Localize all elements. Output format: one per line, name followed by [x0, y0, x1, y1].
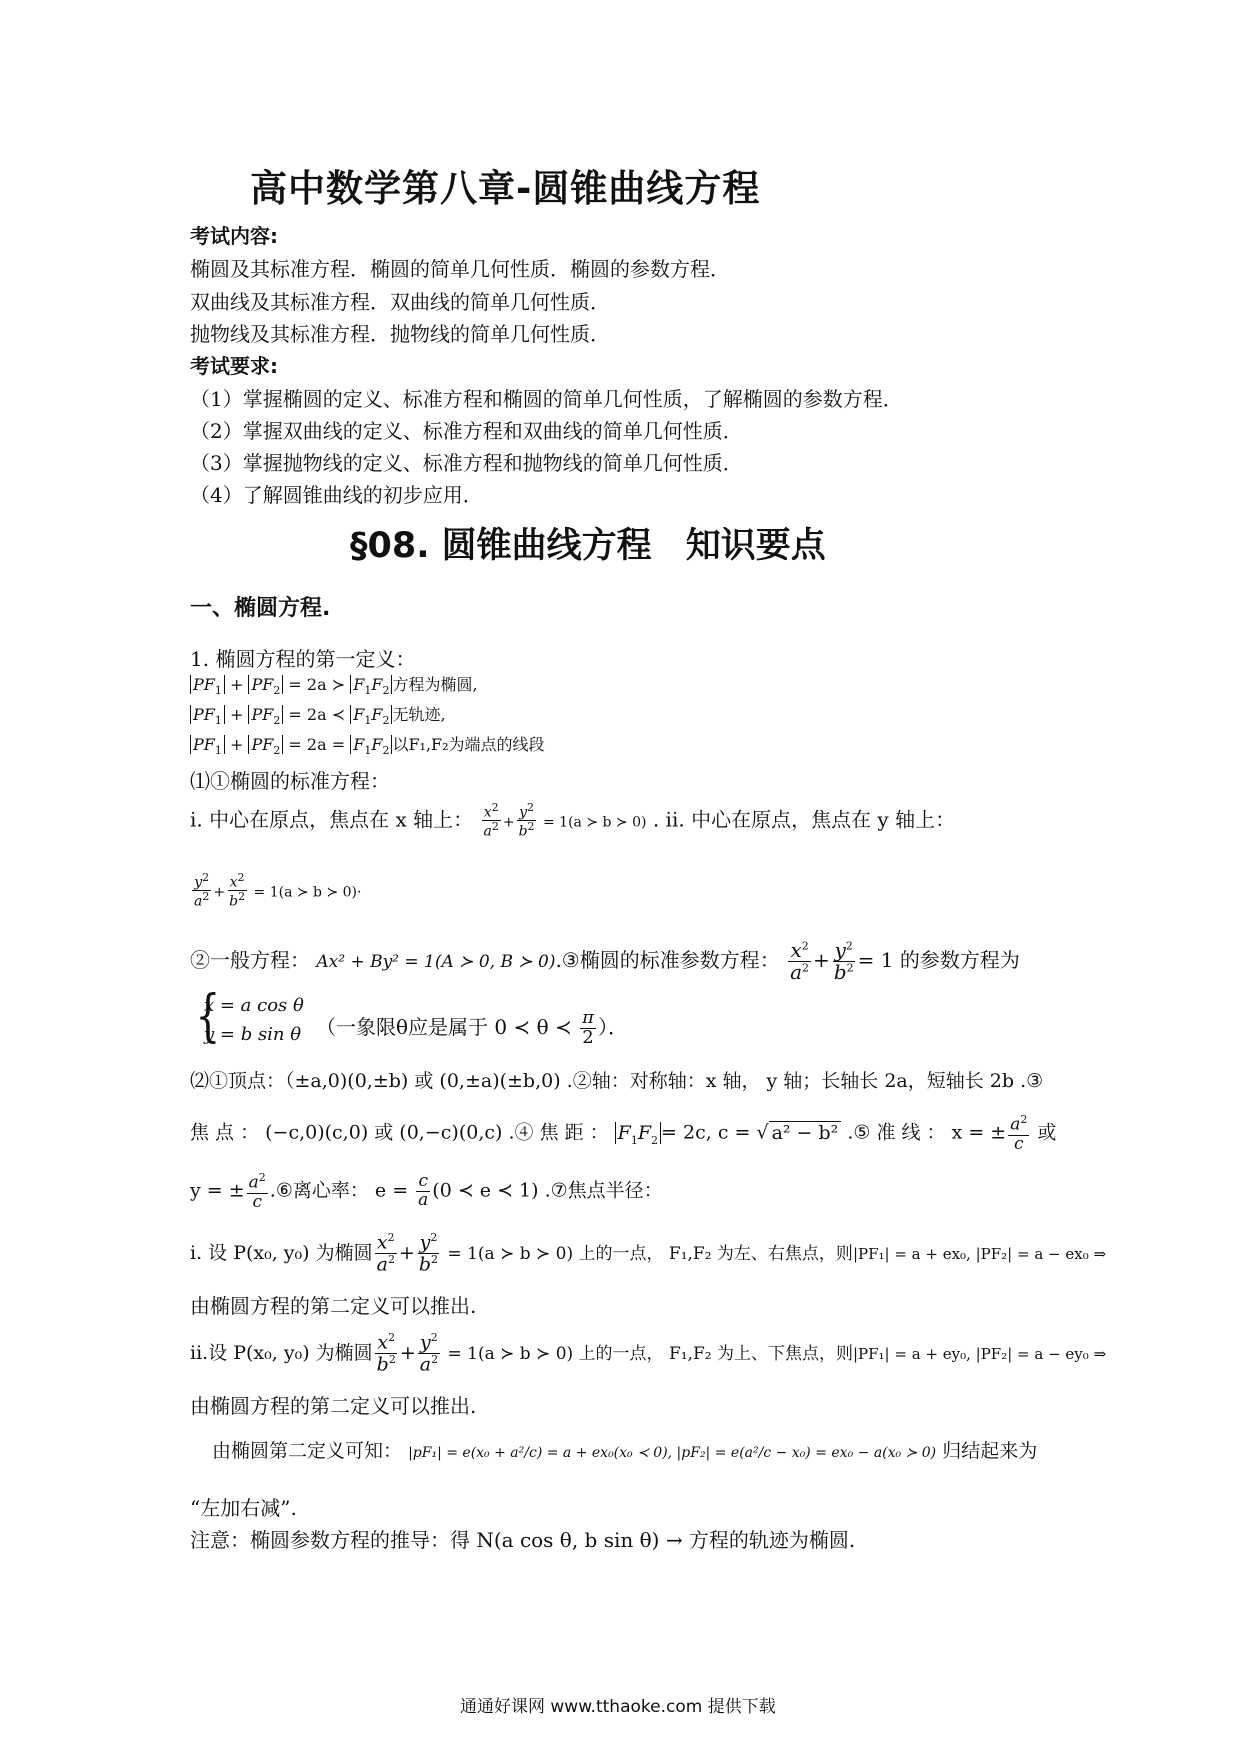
focal-ii-condition: = 1(a ≻ b ≻ 0) 上的一点， F₁,F₂ 为上、下焦点，则 — [442, 1343, 853, 1364]
param-x: x = a cos θ — [204, 995, 304, 1016]
definition-tail: 以F₁,F₂为端点的线段 — [392, 735, 545, 754]
param-tail: = 1 的参数方程为 — [857, 948, 1020, 972]
param-prefix: .③椭圆的标准参数方程： — [555, 948, 780, 972]
focal-radius-i-line: i. 设 P(x₀, y₀) 为椭圆 $\frac{x^2}{a^2}$ + $\frac{y^2}{b^2}$ = 1(a ≻ b ≻ 0) 上的一点， F₁,F₂ 为左、右焦点，则|PF₁| = a + ex₀, |PF₂| = a − ex₀ ⇒ — [190, 1231, 1107, 1276]
focal-i-condition: = 1(a ≻ b ≻ 0) 上的一点， F₁,F₂ 为左、右焦点，则 — [442, 1243, 853, 1264]
second-def-equation: |pF₁| = e(x₀ + a²/c) = a + ex₀(x₀ ≺ 0), |pF₂| = e(a²/c − x₀) = ex₀ − a(x₀ ≻ 0) — [408, 1445, 937, 1461]
focal-i-prefix: i. 设 P(x₀, y₀) 为椭圆 — [190, 1241, 373, 1264]
second-def-tail: 归结起来为 — [942, 1440, 1038, 1462]
section-label-2: 知识要点 — [685, 526, 826, 566]
document-page: 高中数学第八章-圆锥曲线方程 考试内容: 椭圆及其标准方程．椭圆的简单几何性质．椭圆的参数方程． 双曲线及其标准方程．双曲线的简单几何性质． 抛物线及其标准方程．抛物线的简单几何性质． 考试要求: （1）掌握椭圆的定义、标准方程和椭圆的简单几何性质，了解椭圆的参数方程． （2）掌握双曲线的定义、标准方程和双曲线的简单几何性质． （3）掌握抛物线的定义、标准方程和抛物线的简单几何性质． （4）了解圆锥曲线的初步应用． §08. 圆锥曲线方程 知识要点 一、椭圆方程. 1. 椭圆方程的第一定义： $PF_1 + PF_2 = 2a$ ≻ $F_1F_2$ 方程为椭圆, $PF_1 + PF_2 = 2a$ ≺ $F_1F_2$ 无轨迹, $PF_1 + PF_2 = 2a = F_1F_2$ 以F₁,F₂为端点的线段 ⑴①椭圆的标准方程： i. 中心在原点，焦点在 x 轴上： $\frac{x^2}{a^2}$ + $\frac{y^2}{b^2}$ = 1(a ≻ b ≻ 0) . ii. 中心在原点，焦点在 y 轴上： $\frac{y^2}{a^2}$ + $\frac{x^2}{b^2}$ = 1(a ≻ b ≻ 0)· ②一般方程： Ax² + By² = 1(A ≻ 0, B ≻ 0).③椭圆的标准参数方程： $\frac{x^2}{a^2}$ + $\frac{y^2}{b^2}$ = 1 的参数方程为 { x = a cos θ y = b sin θ （一象限θ应是属于 0 ≺ θ ≺ $\frac{\pi}{2}$ ）． ⑵①顶点：（±a,0)(0,±b) 或 (0,±a)(±b,0) .②轴：对称轴：x 轴， y 轴；长轴长 2a，短轴长 2b .③ 焦 点 ： (−c,0)(c,0) 或 (0,−c)(0,c) .④ 焦 距 ： $F_1F_2 = 2c$, c = √ a² − b² .⑤ 准 线 ： x = ± $\frac{a^2}{c}$ 或 y = ± $\frac{a^2}{c}$ .⑥离心率： e = $\frac{c}{a}$ (0 ≺ e ≺ 1) .⑦焦点半径： i. 设 P(x₀, y₀) 为椭圆 $\frac{x^2}{a^2}$ + $\frac{y^2}{b^2}$ = 1(a ≻ b ≻ 0) 上的一点， F₁,F₂ 为左、右焦点，则|PF₁| = a + ex₀, |PF₂| = a − ex₀ ⇒ 由椭圆方程的第二定义可以推出. ii.设 P(x₀, y₀) 为椭圆 $\frac{x^2}{b^2}$ + $\frac{y^2}{a^2}$ = 1(a ≻ b ≻ 0) 上的一点， F₁,F₂ 为上、下焦点，则|PF₁| = a + ey₀, |PF₂| = a − ey₀ ⇒ 由椭圆方程的第二定义可以推出. 由椭圆第二定义可知： |pF₁| = e(x₀ + a²/c) = a + ex₀(x₀ ≺ 0), |pF₂| = e(a²/c − x₀) = ex₀ − a(x₀ ≻ 0) 归结起来为 “左加右减”. 注意：椭圆参数方程的推导：得 N(a cos θ, b sin θ) → 方程的轨迹为椭圆. 通通好课网 www.tthaoke.com 提供下载 — [0, 0, 1240, 1754]
focus-sqrt: a² − b² — [769, 1121, 842, 1144]
standard-equation-line: i. 中心在原点，焦点在 x 轴上： $\frac{x^2}{a^2}$ + $\frac{y^2}{b^2}$ = 1(a ≻ b ≻ 0) . ii. 中心在原点，焦点在 y 轴上： — [190, 801, 956, 840]
part-heading: 一、椭圆方程. — [190, 596, 331, 621]
section-label: §08. 圆锥曲线方程 — [350, 526, 652, 566]
standard-i-condition: = 1(a ≻ b ≻ 0) — [538, 814, 647, 831]
exam-content-line: 双曲线及其标准方程．双曲线的简单几何性质． — [190, 290, 610, 314]
requirement-line: （2）掌握双曲线的定义、标准方程和双曲线的简单几何性质． — [190, 419, 743, 443]
definition-relation: = 2a = — [288, 735, 351, 754]
directrix-or: 或 — [1031, 1121, 1057, 1144]
requirement-line: （4）了解圆锥曲线的初步应用． — [190, 483, 483, 507]
requirement-line: （3）掌握抛物线的定义、标准方程和抛物线的简单几何性质． — [190, 451, 743, 475]
focal-radius-ii-line: ii.设 P(x₀, y₀) 为椭圆 $\frac{x^2}{b^2}$ + $\frac{y^2}{a^2}$ = 1(a ≻ b ≻ 0) 上的一点， F₁,F₂ 为上、下焦点，则|PF₁| = a + ey₀, |PF₂| = a − ey₀ ⇒ — [190, 1331, 1107, 1376]
focal-ii-prefix: ii.设 P(x₀, y₀) 为椭圆 — [190, 1341, 373, 1364]
definition-line: $PF_1 + PF_2 = 2a = F_1F_2$ 以F₁,F₂为端点的线段 — [190, 732, 545, 757]
focus-equation: = 2c, c = — [661, 1121, 757, 1144]
param-note: （一象限θ应是属于 0 ≺ θ ≺ — [316, 1014, 579, 1039]
param-note-end: ）． — [597, 1014, 628, 1039]
page-footer: 通通好课网 www.tthaoke.com 提供下载 — [460, 1697, 776, 1717]
y-directrix-prefix: y = ± — [190, 1179, 245, 1202]
exam-requirements-heading: 考试要求: — [190, 354, 278, 378]
first-definition-heading: 1. 椭圆方程的第一定义： — [190, 647, 416, 671]
exam-content-line: 抛物线及其标准方程．抛物线的简单几何性质． — [190, 322, 610, 346]
standard-equation-heading: ⑴①椭圆的标准方程： — [190, 769, 390, 793]
focus-prefix: 焦 点 ： (−c,0)(c,0) 或 (0,−c)(0,c) .④ 焦 距 ： — [190, 1121, 609, 1144]
brace-icon: { — [195, 984, 221, 1049]
directrix-prefix: .⑤ 准 线 ： x = ± — [841, 1121, 1007, 1144]
standard-i-prefix: i. 中心在原点，焦点在 x 轴上： — [190, 807, 474, 832]
parametric-note: 注意：椭圆参数方程的推导：得 N(a cos θ, b sin θ) → 方程的轨迹为椭圆. — [190, 1528, 856, 1552]
second-definition-line — [212, 1436, 1037, 1463]
second-def-prefix: 由椭圆第二定义可知： — [212, 1440, 403, 1462]
page-title: 高中数学第八章-圆锥曲线方程 — [250, 167, 761, 210]
requirement-line: （1）掌握椭圆的定义、标准方程和椭圆的简单几何性质，了解椭圆的参数方程． — [190, 387, 903, 411]
exam-content-line: 椭圆及其标准方程．椭圆的简单几何性质．椭圆的参数方程． — [190, 257, 730, 281]
definition-relation: = 2a ≺ — [288, 705, 351, 724]
vertex-line: ⑵①顶点：（±a,0)(0,±b) 或 (0,±a)(±b,0) .②轴：对称轴：x 轴， y 轴；长轴长 2a，短轴长 2b .③ — [190, 1070, 1044, 1092]
definition-tail: 方程为椭圆, — [392, 675, 478, 694]
standard-ii-condition: = 1(a ≻ b ≻ 0)· — [249, 884, 362, 901]
definition-relation: = 2a ≻ — [288, 675, 351, 694]
definition-tail: 无轨迹, — [392, 705, 446, 724]
eccentricity-text: .⑥离心率： e = — [269, 1179, 415, 1202]
focal-ii-note: 由椭圆方程的第二定义可以推出. — [190, 1394, 477, 1418]
focal-i-note: 由椭圆方程的第二定义可以推出. — [190, 1294, 477, 1318]
focal-ii-equation: |PF₁| = a + ey₀, |PF₂| = a − ey₀ ⇒ — [852, 1344, 1107, 1363]
eccentricity-condition: (0 ≺ e ≺ 1) .⑦焦点半径： — [432, 1179, 663, 1202]
section-heading — [350, 518, 826, 568]
definition-line: $PF_1 + PF_2 = 2a$ ≻ $F_1F_2$ 方程为椭圆, — [190, 672, 478, 697]
standard-ii-prefix: . ii. 中心在原点，焦点在 y 轴上： — [652, 807, 956, 832]
general-prefix: ②一般方程： — [190, 948, 310, 972]
general-equation-line: ②一般方程： Ax² + By² = 1(A ≻ 0, B ≻ 0).③椭圆的标准参数方程： $\frac{x^2}{a^2}$ + $\frac{y^2}{b^2}$ = 1 的参数方程为 — [190, 938, 1020, 984]
rule-quote: “左加右减”. — [190, 1496, 297, 1520]
exam-content-heading: 考试内容: — [190, 224, 278, 248]
standard-equation-y-line: $\frac{y^2}{a^2}$ + $\frac{x^2}{b^2}$ = 1(a ≻ b ≻ 0)· — [194, 871, 362, 910]
focal-i-equation: |PF₁| = a + ex₀, |PF₂| = a − ex₀ ⇒ — [852, 1244, 1107, 1263]
general-equation: Ax² + By² = 1(A ≻ 0, B ≻ 0) — [316, 952, 556, 972]
focus-line: 焦 点 ： (−c,0)(c,0) 或 (0,−c)(0,c) .④ 焦 距 ： $F_1F_2 = 2c$, c = √ a² − b² .⑤ 准 线 ： x = ± $\frac{a^2}{c}$ 或 — [190, 1113, 1057, 1154]
param-y: y = b sin θ — [204, 1024, 302, 1045]
eccentricity-line: y = ± $\frac{a^2}{c}$ .⑥离心率： e = $\frac{c}{a}$ (0 ≺ e ≺ 1) .⑦焦点半径： — [190, 1171, 663, 1212]
definition-line: $PF_1 + PF_2 = 2a$ ≺ $F_1F_2$ 无轨迹, — [190, 702, 446, 727]
